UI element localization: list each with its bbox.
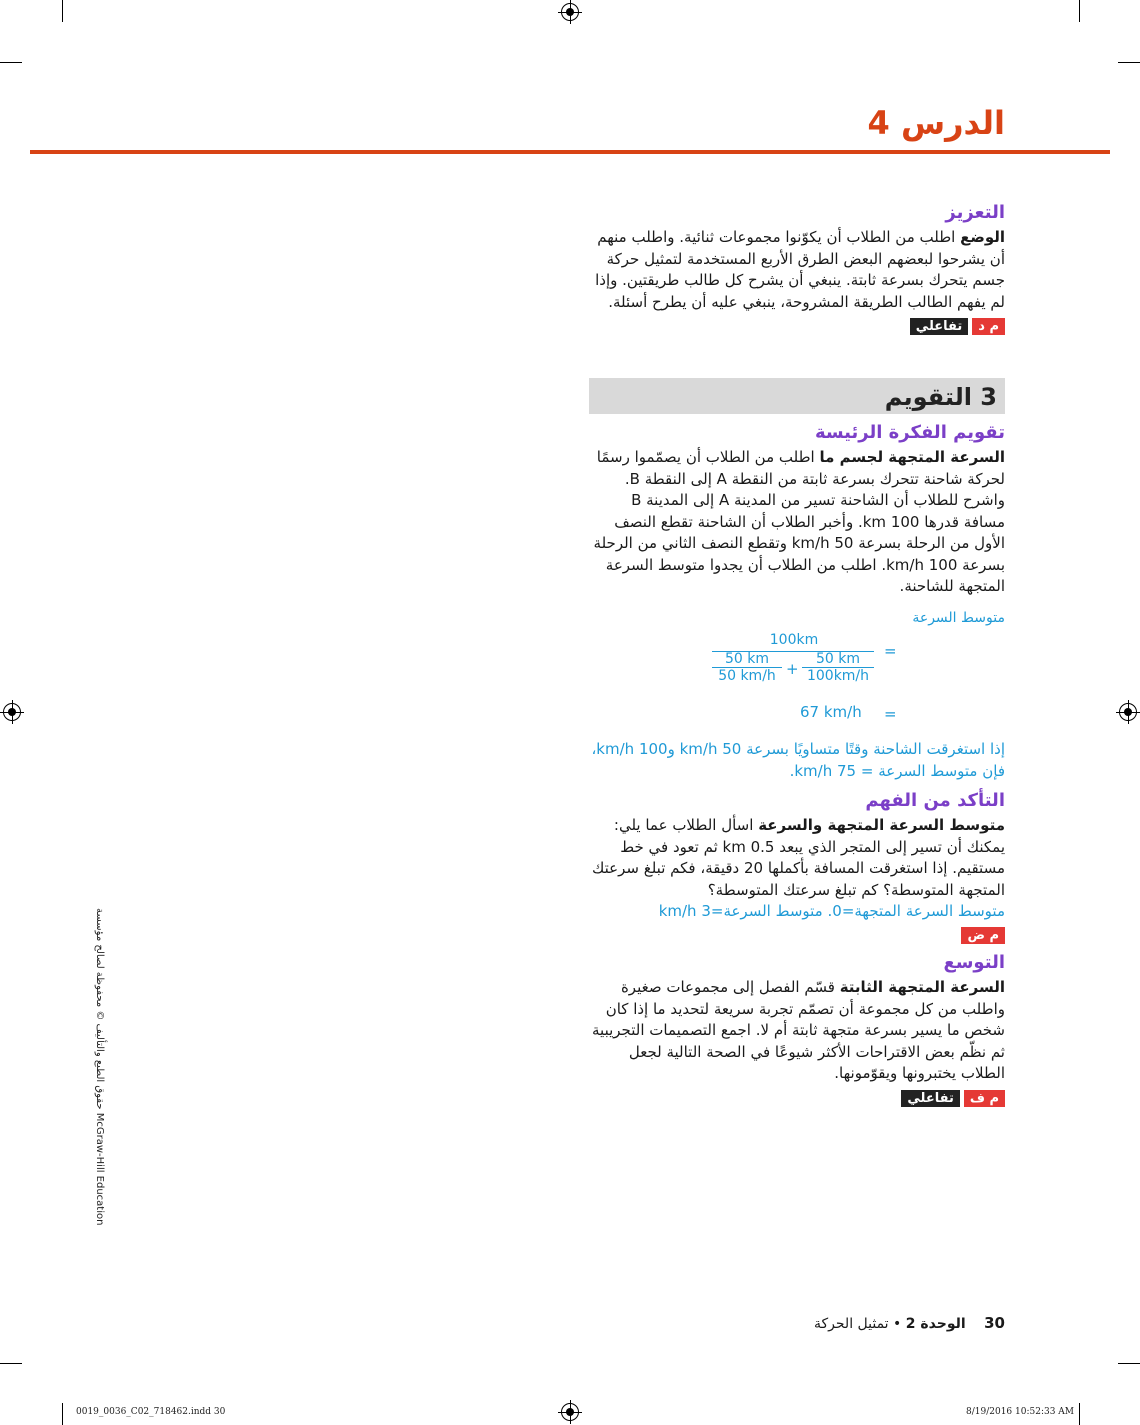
check-body: اسأل الطلاب عما يلي: يمكنك أن تسير إلى المتجر الذي يبعد 0.5 km ثم تعود في خط مستقيم. إذا استغرقت المسافة بأكملها 20 دقيقة، فكم تبلغ سرعتك المتجهة المتوسطة؟ كم تبلغ سرعتك المتوسطة؟: [592, 816, 1005, 899]
check-heading: التأكد من الفهم: [865, 790, 1005, 811]
extend-heading: التوسع: [943, 952, 1005, 973]
assessment-body: اطلب من الطلاب أن يصمّموا رسمًا لحركة شاحنة تتحرك بسرعة ثابتة من النقطة A إلى النقطة B. واشرح للطلاب أن الشاحنة تسير من المدينة A إلى المدينة B مسافة قدرها 100 km. وأخبر الطلاب أن الشاحنة تقطع النصف الأول من الرحلة بسرعة 50 km/h وتقطع النصف الثاني من الرحلة بسرعة 100 km/h. اطلب من الطلاب أن يجدوا متوسط السرعة المتجهة للشاحنة.: [593, 448, 1005, 595]
fraction-second-half: [802, 651, 874, 684]
fraction-first-half: [712, 651, 782, 684]
check-lead: متوسط السرعة المتجهة والسرعة: [758, 816, 1005, 834]
page-folio: [814, 1314, 1005, 1332]
check-text: [589, 815, 1005, 901]
page-number: 30: [984, 1314, 1005, 1332]
type-badge: تفاعلي: [910, 318, 968, 335]
second-half-distance: 50 km: [802, 651, 874, 668]
copyright-credit: حقوق الطبع والتأليف © محفوظة لصالح مؤسسة McGraw-Hill Education: [94, 908, 105, 1226]
registration-mark-icon: [1119, 703, 1137, 721]
crop-mark: [62, 1403, 63, 1425]
equals-sign: =: [884, 642, 897, 660]
file-slug: 0019_0036_C02_718462.indd 30: [76, 1407, 226, 1417]
crop-mark: [62, 0, 63, 22]
assessment-section: [589, 422, 1005, 626]
equals-sign: =: [884, 705, 897, 723]
registration-mark-icon: [3, 703, 21, 721]
assessment-text: [589, 447, 1005, 598]
extend-tags: [589, 1090, 1005, 1107]
assessment-heading: تقويم الفكرة الرئيسة: [814, 422, 1005, 443]
equation-result: 67 km/h: [800, 703, 862, 721]
first-half-speed: 50 km/h: [718, 668, 776, 684]
first-half-distance: 50 km: [712, 651, 782, 668]
reinforce-tags: [589, 318, 1005, 335]
average-speed-label: متوسط السرعة: [912, 609, 1005, 626]
level-badge: م د: [972, 318, 1005, 335]
assessment-bar-title: 3 التقويم: [884, 383, 997, 411]
extend-text: [589, 977, 1005, 1085]
registration-mark-icon: [561, 1403, 579, 1421]
lesson-title: الدرس 4: [867, 104, 1005, 142]
date-slug: 8/19/2016 10:52:33 AM: [966, 1407, 1075, 1417]
crop-mark: [1079, 0, 1080, 22]
reinforce-body: اطلب من الطلاب أن يكوّنوا مجموعات ثنائية. واطلب منهم أن يشرحوا لبعضهم البعض الطرق الأربع المستخدمة لتمثيل حركة جسم يتحرك بسرعة ثابتة. ينبغي أن يشرح كل طالب طريقتين. وإذا لم يفهم الطالب الطريقة المشروحة، ينبغي عليه أن يطرح أسئلة.: [595, 228, 1005, 311]
unit-label: الوحدة 2: [905, 1316, 966, 1332]
title-rule: [30, 150, 1110, 154]
check-answer: متوسط السرعة المتجهة=0. متوسط السرعة=3 km/h: [658, 902, 1005, 920]
check-tags: [589, 927, 1005, 944]
numerator-total: 100km: [769, 632, 819, 648]
level-badge: م ض: [961, 927, 1005, 944]
assessment-bar: [589, 378, 1005, 414]
reinforce-section: [589, 202, 1005, 335]
crop-mark: [1118, 1363, 1140, 1364]
plus-sign: +: [786, 660, 799, 678]
reinforce-heading: التعزيز: [945, 202, 1005, 223]
crop-mark: [0, 62, 22, 63]
extend-body: قسّم الفصل إلى مجموعات صغيرة واطلب من كل مجموعة أن تصمّم تجربة سريعة لتحديد ما إذا كان شخص ما يسير بسرعة متجهة ثابتة أم لا. اجمع التصميمات التجريبية ثم نظّم بعض الاقتراحات الأكثر شيوعًا في الصحة التالية لجعل الطلاب يختبرونها ويقوّمونها.: [592, 978, 1005, 1082]
extend-section: [589, 952, 1005, 1107]
reinforce-text: [589, 227, 1005, 313]
crop-mark: [1118, 62, 1140, 63]
unit-title: تمثيل الحركة: [814, 1316, 889, 1332]
check-section: [589, 790, 1005, 944]
assessment-note: إذا استغرقت الشاحنة وقتًا متساويًا بسرعة 50 km/h و100 km/h، فإن متوسط السرعة = 75 km/h.: [591, 740, 1005, 780]
crop-mark: [1079, 1403, 1080, 1425]
extend-lead: السرعة المتجهة الثابتة: [839, 978, 1005, 996]
assessment-lead: السرعة المتجهة لجسم ما: [819, 448, 1005, 466]
equation-numerator: [714, 632, 874, 648]
reinforce-lead: الوضع: [960, 228, 1005, 246]
level-badge: م ف: [964, 1090, 1005, 1107]
type-badge: تفاعلي: [901, 1090, 959, 1107]
folio-bullet: •: [893, 1316, 902, 1332]
registration-mark-icon: [561, 3, 579, 21]
crop-mark: [0, 1363, 22, 1364]
second-half-speed: 100km/h: [806, 668, 870, 684]
